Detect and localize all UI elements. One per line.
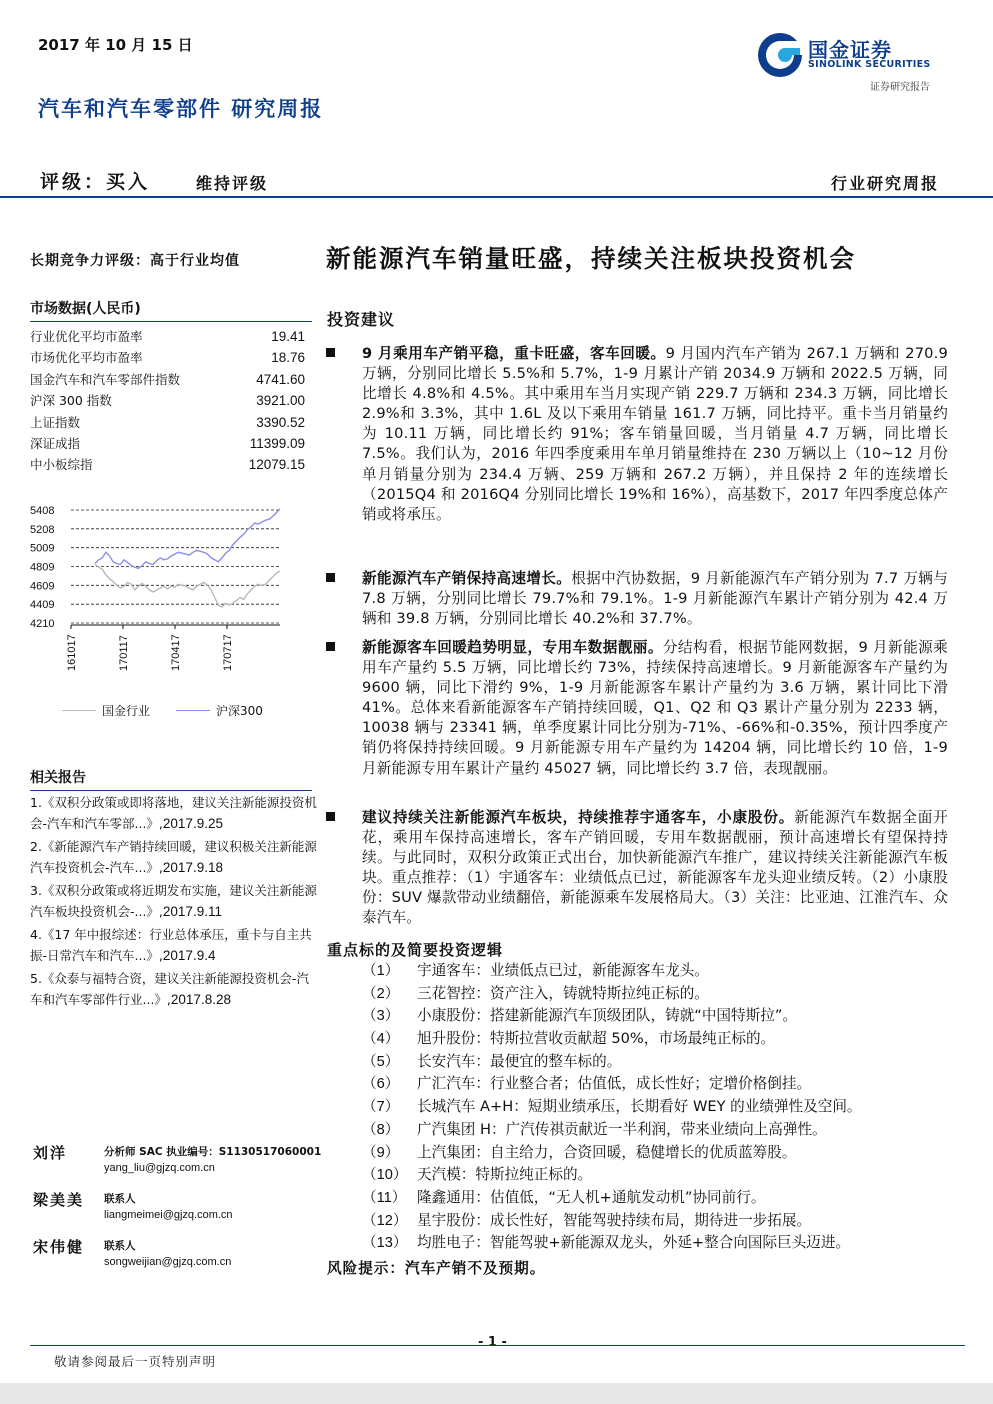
key-target-number: （8） <box>362 1121 400 1138</box>
key-target-item <box>362 1051 952 1074</box>
related-report-title: 1.《双积分政策或即将落地，建议关注新能源投资机会-汽车和汽车零部...》, <box>30 795 317 831</box>
key-target-number: （11） <box>362 1189 407 1206</box>
key-target-number: （12） <box>362 1212 408 1229</box>
key-target-item <box>362 1096 952 1119</box>
series-line-industry <box>95 565 280 608</box>
analyst-email[interactable]: songweijian@gjzq.com.cn <box>104 1255 232 1268</box>
market-data-value: 4741.60 <box>256 371 305 387</box>
y-tick-label: 5208 <box>30 523 55 536</box>
key-target-number: （5） <box>362 1053 400 1070</box>
bullet-item <box>326 638 948 779</box>
market-data-row <box>30 412 305 433</box>
analyst-name: 宋伟健 <box>33 1238 85 1256</box>
key-target-number: （9） <box>362 1144 400 1161</box>
main-title: 新能源汽车销量旺盛，持续关注板块投资机会 <box>326 244 856 273</box>
report-title: 汽车和汽车零部件 研究周报 <box>38 97 324 121</box>
market-data-value: 18.76 <box>271 350 305 366</box>
key-target-number: （6） <box>362 1076 400 1093</box>
key-target-item <box>362 1164 952 1187</box>
bullet-bold: 建议持续关注新能源汽车板块，持续推荐宇通客车，小康股份。 <box>362 809 795 826</box>
analyst-info <box>104 1192 233 1223</box>
market-data-value: 11399.09 <box>249 435 305 451</box>
bullet-text: 根据中汽协数据，9 月新能源汽车产销分别为 7.7 万辆与 7.8 万辆，分别同比增长 79.7%和 79.1%。1-9 月新能源汽车累计产销分别为 42.4 万辆和 39.8 万辆，分别同比增长 40.2%和 37.7%。 <box>362 570 948 628</box>
rating: 评级：买入 <box>40 171 151 193</box>
analyst-name: 梁美美 <box>33 1191 85 1209</box>
market-data-value: 3390.52 <box>256 414 305 430</box>
key-target-text: 旭升股份：特斯拉营收贡献超 50%，市场最纯正标的。 <box>417 1030 776 1048</box>
key-targets-list <box>362 960 952 1255</box>
market-data-heading: 市场数据(人民币) <box>30 298 312 322</box>
related-reports-list <box>30 792 318 1012</box>
bullet-bold: 新能源汽车产销保持高速增长。 <box>362 570 572 587</box>
key-target-number: （3） <box>362 1008 400 1025</box>
key-target-text: 隆鑫通用：估值低，“无人机+通航发动机”协同前行。 <box>417 1188 766 1206</box>
key-target-text: 均胜电子：智能驾驶+新能源双龙头，外延+整合向国际巨头迈进。 <box>417 1234 851 1252</box>
logo-name: 国金证券 <box>808 38 892 62</box>
key-target-text: 三花智控：资产注入，铸就特斯拉纯正标的。 <box>417 984 709 1002</box>
key-target-text: 宇通客车：业绩低点已过，新能源客车龙头。 <box>417 962 709 979</box>
key-target-item <box>362 983 952 1006</box>
legend-swatch-industry <box>62 710 96 711</box>
legend-swatch-hs300 <box>176 710 210 711</box>
related-report-item[interactable] <box>30 880 318 922</box>
bullet-text: 分结构看，根据节能网数据，9 月新能源乘用车产量约 5.5 万辆，同比增长约 73%，持续保持高速增长。9 月新能源客车产量约为 9600 辆，同比下滑约 9%，1-9 月新能源客车累计产量约为 3.6 万辆，累计同比下滑 41%。总体来看新能源客车产销持续回暖，Q1、Q2 和 Q3 累计产量分别为 2233 辆，10038 辆与 23341 辆，单季度累计同比分别为-71%、-66%和-0.35%，预计四季度产销仍将保持持续回暖。9 月新能源专用车产量约为 14204 辆，同比增长约 10 倍，1-9 月新能源专用车累计产量约 45027 辆，同比增长约 3.7 倍，表现靓丽。 <box>362 639 948 777</box>
related-reports-heading: 相关报告 <box>30 767 312 791</box>
y-tick-label: 4609 <box>30 580 55 593</box>
y-tick-label: 4809 <box>30 561 55 574</box>
bullet-text: 新能源汽车数据全面开花，乘用车保持高速增长，客车产销回暖，专用车数据靓丽，预计高速增长有望保持持续。与此同时，双积分政策正式出台，加快新能源汽车推广，建议持续关注新能源汽车板块。重点推荐：（1）宇通客车：业绩低点已过，新能源客车龙头迎业绩反转。（2）小康股份：SUV 爆款带动业绩翻倍，新能源乘车发展格局大。（3）关注：比亚迪、江淮汽车、众泰汽车。 <box>362 809 948 927</box>
related-report-date: 2017.9.11 <box>162 904 222 919</box>
key-target-number: （4） <box>362 1031 400 1048</box>
report-type: 行业研究周报 <box>830 174 939 193</box>
index-line-chart <box>25 498 295 698</box>
market-data-section <box>30 298 315 476</box>
market-data-label: 行业优化平均市盈率 <box>30 329 143 344</box>
key-target-item <box>362 1187 952 1210</box>
key-target-item <box>362 1119 952 1142</box>
key-targets-heading: 重点标的及简要投资逻辑 <box>327 941 504 959</box>
related-report-date: 2017.9.25 <box>162 816 223 831</box>
x-tick-label: 170717 <box>222 634 234 671</box>
market-data-row <box>30 433 305 454</box>
key-target-number: （13） <box>362 1235 408 1252</box>
key-target-item <box>362 1005 952 1028</box>
bullet-item <box>326 808 948 929</box>
market-data-row <box>30 347 305 368</box>
analyst-info <box>104 1239 231 1270</box>
market-data-value: 19.41 <box>271 329 305 344</box>
investment-recommendation-heading: 投资建议 <box>327 310 396 329</box>
key-target-text: 天汽模：特斯拉纯正标的。 <box>417 1166 593 1184</box>
bullet-square-icon <box>326 812 335 821</box>
logo-subtitle: 证券研究报告 <box>870 82 930 93</box>
bullet-bold: 9 月乘用车产销平稳，重卡旺盛，客车回暖。 <box>362 345 666 362</box>
related-report-title: 4.《17 年中报综述：行业总体承压，重卡与自主共振-日常汽车和汽车...》, <box>30 927 312 963</box>
key-target-item <box>362 1142 952 1165</box>
key-target-text: 长城汽车 A+H：短期业绩承压，长期看好 WEY 的业绩弹性及空间。 <box>417 1098 862 1116</box>
x-tick-label: 170417 <box>170 634 182 671</box>
analyst-title: 分析师 SAC 执业编号：S1130517060001 <box>104 1146 322 1158</box>
key-target-number: （1） <box>362 963 400 979</box>
related-reports-section <box>30 767 315 791</box>
related-report-item[interactable] <box>30 836 318 878</box>
related-report-title: 2.《新能源汽车产销持续回暖，建议积极关注新能源汽车投资机会-汽车...》, <box>30 839 317 875</box>
logo-english-name: SINOLINK SECURITIES <box>808 59 931 70</box>
analyst-title: 联系人 <box>104 1240 136 1252</box>
market-data-row <box>30 369 305 390</box>
related-report-date: 2017.8.28 <box>170 992 231 1007</box>
competitiveness-rating: 长期竞争力评级：高于行业均值 <box>30 253 240 269</box>
market-data-row <box>30 454 305 475</box>
footer-disclaimer: 敬请参阅最后一页特别声明 <box>54 1354 217 1369</box>
bullet-square-icon <box>326 573 335 582</box>
market-data-table <box>30 326 315 476</box>
related-report-item[interactable] <box>30 968 318 1010</box>
key-target-text: 上汽集团：自主给力，合资回暖，稳健增长的优质蓝筹股。 <box>417 1143 797 1161</box>
key-target-text: 小康股份：搭建新能源汽车顶级团队，铸就“中国特斯拉”。 <box>417 1007 797 1025</box>
bullet-item <box>326 344 948 525</box>
market-data-row <box>30 326 305 347</box>
analyst-title: 联系人 <box>104 1193 136 1205</box>
key-target-item <box>362 1210 952 1233</box>
market-data-label: 中小板综指 <box>30 457 93 473</box>
analyst-email[interactable]: yang_liu@gjzq.com.cn <box>104 1161 215 1174</box>
analyst-info <box>104 1145 321 1176</box>
market-data-label: 深证成指 <box>30 435 81 451</box>
rating-action: 维持评级 <box>196 174 269 193</box>
key-target-item <box>362 1232 952 1255</box>
key-target-number: （7） <box>362 1099 400 1116</box>
series-line-hs300 <box>95 509 280 568</box>
key-target-number: （10） <box>362 1167 408 1184</box>
report-date: 2017 年 10 月 15 日 <box>38 36 193 54</box>
key-target-item <box>362 1028 952 1051</box>
sinolink-logo-icon <box>756 31 804 79</box>
risk-warning: 风险提示：汽车产销不及预期。 <box>327 1260 546 1277</box>
key-target-text: 广汽集团 H：广汽传祺贡献近一半利润，带来业绩向上高弹性。 <box>417 1120 827 1138</box>
bullet-square-icon <box>326 642 335 651</box>
related-report-title: 5.《众泰与福特合资，建议关注新能源投资机会-汽车和汽车零部件行业...》, <box>30 971 309 1007</box>
legend-label-hs300: 沪深300 <box>216 704 263 718</box>
x-tick-label: 161017 <box>66 634 78 671</box>
related-report-date: 2017.9.4 <box>162 948 216 963</box>
key-target-text: 长安汽车：最便宜的整车标的。 <box>417 1052 622 1070</box>
market-data-label: 上证指数 <box>30 414 81 430</box>
y-tick-label: 5009 <box>30 542 55 555</box>
key-target-item <box>362 1073 952 1096</box>
y-tick-label: 4210 <box>30 618 55 630</box>
related-report-item[interactable] <box>30 924 318 966</box>
key-target-item <box>362 960 952 983</box>
market-data-row <box>30 390 305 411</box>
related-report-date: 2017.9.18 <box>162 860 223 875</box>
market-data-value: 12079.15 <box>248 457 305 473</box>
bullet-square-icon <box>326 348 335 357</box>
bullet-item <box>326 569 948 629</box>
market-data-label: 市场优化平均市盈率 <box>30 350 143 366</box>
footer-band <box>0 1383 993 1404</box>
related-report-title: 3.《双积分政策或将近期发布实施，建议关注新能源汽车板块投资机会-...》, <box>30 883 317 919</box>
y-tick-label: 4409 <box>30 599 55 612</box>
chart-legend <box>62 702 263 719</box>
bullet-text: 9 月国内汽车产销为 267.1 万辆和 270.9 万辆，分别同比增长 5.5%和 5.7%，1-9 月累计产销 2034.9 万辆和 2022.5 万辆，同比增长 4.8%和 4.5%。其中乘用车当月实现产销 229.7 万辆和 234.3 万辆，同比增长 2.9%和 3.3%，其中 1.6L 及以下乘用车销量 161.7 万辆，同比持平。重卡当月销量约为 10.11 万辆，同比增长约 91%；客车销量回暖，当月销量 4.7 万辆，同比增长 7.5%。我们认为，2016 年四季度乘用车单月销量维持在 230 万辆以上（10~12 月份单月销量分别为 234.4 万辆、259 万辆和 267.2 万辆），并且保持 2 年的连续增长（2015Q4 和 2016Q4 分别同比增长 19%和 16%），高基数下，2017 年四季度总体产销或将承压。 <box>362 345 948 523</box>
y-tick-label: 5408 <box>30 505 55 517</box>
key-target-text: 广汇汽车：行业整合者；估值低，成长性好；定增价格倒挂。 <box>417 1075 812 1093</box>
legend-label-industry: 国金行业 <box>102 704 151 718</box>
page-number: - 1 - <box>478 1335 507 1350</box>
key-target-text: 星宇股份：成长性好，智能驾驶持续布局，期待进一步拓展。 <box>417 1211 812 1229</box>
market-data-value: 3921.00 <box>256 393 305 409</box>
footer-divider <box>30 1345 965 1346</box>
market-data-label: 国金汽车和汽车零部件指数 <box>30 371 181 387</box>
x-tick-label: 170117 <box>118 635 130 671</box>
related-report-item[interactable] <box>30 792 318 834</box>
market-data-label: 沪深 300 指数 <box>30 393 112 409</box>
bullet-bold: 新能源客车回暖趋势明显，专用车数据靓丽。 <box>362 639 663 656</box>
analyst-name: 刘洋 <box>33 1144 68 1162</box>
key-target-number: （2） <box>362 985 400 1002</box>
analyst-email[interactable]: liangmeimei@gjzq.com.cn <box>104 1208 233 1221</box>
